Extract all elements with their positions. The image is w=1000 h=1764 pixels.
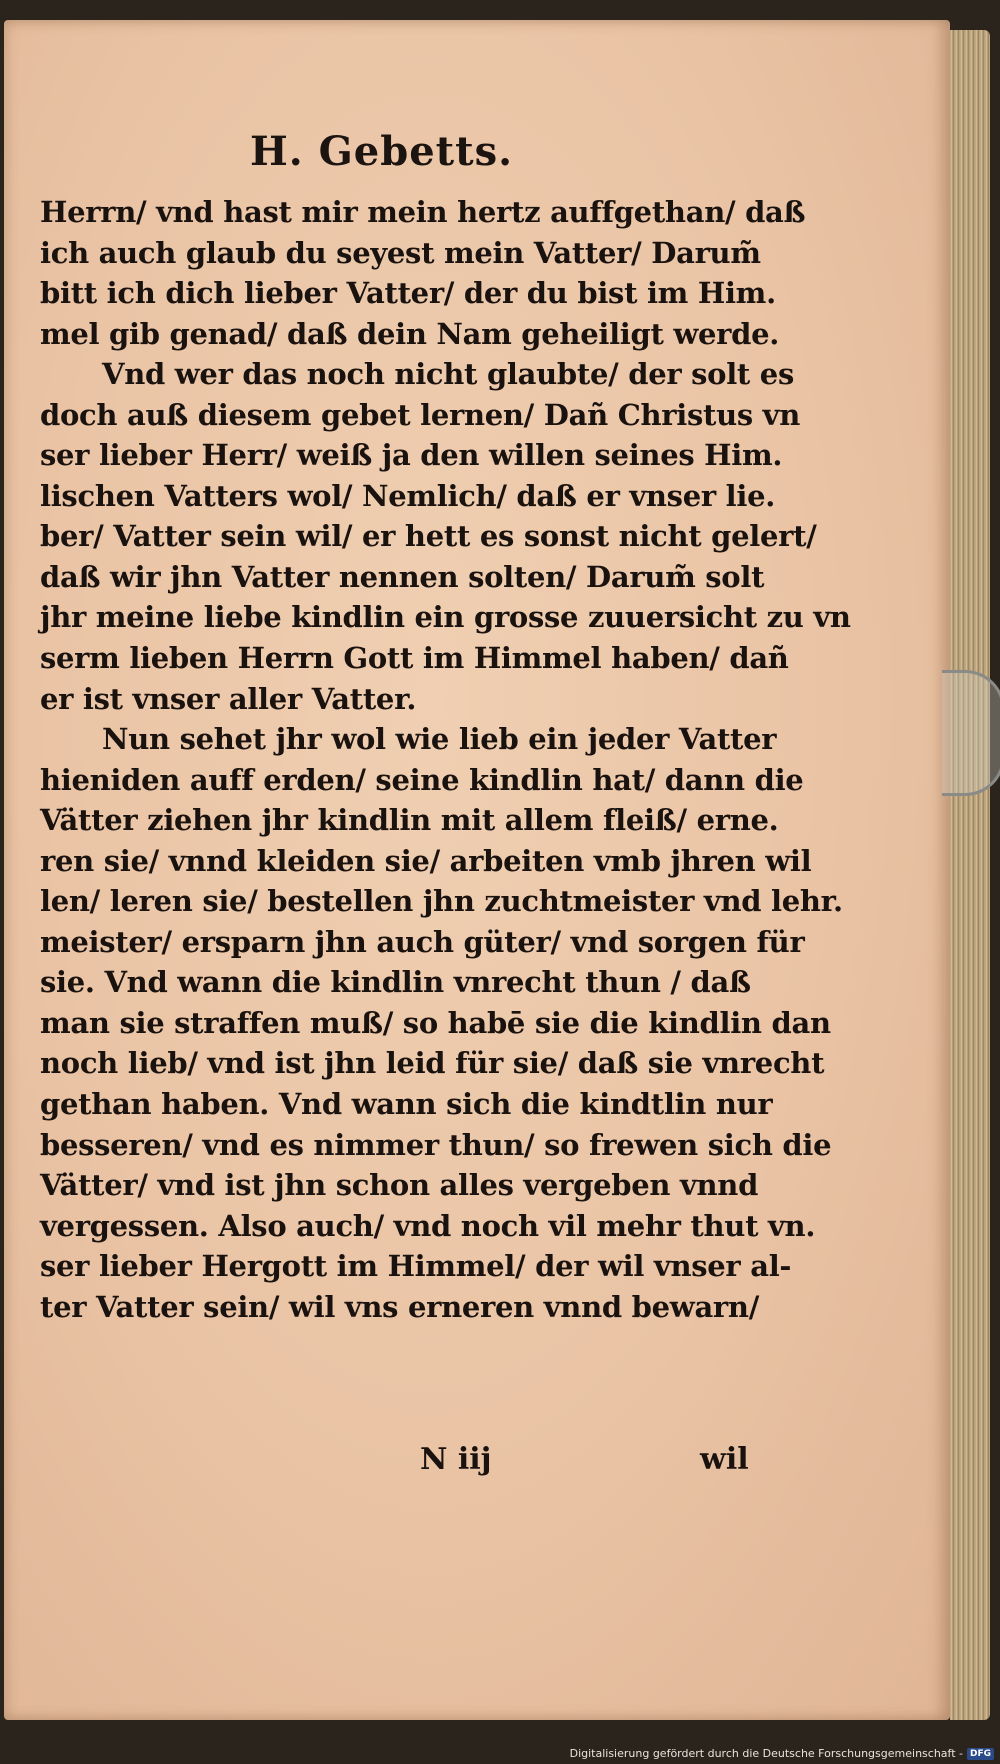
text-line: sie. Vnd wann die kindlin vnrecht thun / daß (40, 965, 751, 1000)
text-line: ber/ Vatter sein wil/ er hett es sonst nicht gelert/ (40, 519, 817, 554)
text-line: hieniden auff erden/ seine kindlin hat/ dann die (40, 762, 804, 797)
credit-text: Digitalisierung gefördert durch die Deutsche Forschungsgemeinschaft - (569, 1747, 963, 1760)
text-line: ich auch glaub du seyest mein Vatter/ Darum̃ (40, 235, 761, 270)
text-line: ren sie/ vnnd kleiden sie/ arbeiten vmb jhren wil (40, 843, 812, 878)
dfg-logo-icon: DFG (967, 1748, 994, 1760)
text-line: Nun sehet jhr wol wie lieb ein jeder Vatter (102, 722, 777, 757)
text-line: ter Vatter sein/ wil vns erneren vnnd bewarn/ (40, 1289, 759, 1324)
text-line: gethan haben. Vnd wann sich die kindtlin nur (40, 1087, 773, 1122)
text-line: len/ leren sie/ bestellen jhn zuchtmeister vnd lehr. (40, 884, 843, 919)
text-line: serm lieben Herrn Gott im Himmel haben/ dañ (40, 641, 789, 676)
text-line: ser lieber Herr/ weiß ja den willen seines Him. (40, 438, 783, 473)
text-line: doch auß diesem gebet lernen/ Dañ Christus vn (40, 397, 801, 432)
text-line: mel gib genad/ daß dein Nam geheiligt werde. (40, 316, 780, 351)
running-header: H. Gebetts. (250, 128, 514, 175)
page-clip (942, 670, 1000, 796)
text-line: er ist vnser aller Vatter. (40, 681, 417, 716)
text-line: Vätter/ vnd ist jhn schon alles vergeben vnnd (40, 1168, 759, 1203)
text-line: jhr meine liebe kindlin ein grosse zuuersicht zu vn (40, 600, 851, 635)
text-line: vergessen. Also auch/ vnd noch vil mehr thut vn. (40, 1208, 816, 1243)
signature-mark: N iij (420, 1442, 492, 1477)
page-footer (0, 1442, 1000, 1486)
text-line: lischen Vatters wol/ Nemlich/ daß er vnser lie. (40, 478, 776, 513)
text-block (40, 192, 851, 1327)
text-line: daß wir jhn Vatter nennen solten/ Darum̃ solt (40, 559, 765, 594)
digitization-credit (570, 1747, 994, 1760)
text-line: Herrn/ vnd hast mir mein hertz auffgethan/ daß (40, 195, 806, 229)
catchword: wil (700, 1442, 749, 1477)
text-line: man sie straffen muß/ so habē sie die kindlin dan (40, 1005, 831, 1040)
text-line: meister/ ersparn jhn auch güter/ vnd sorgen für (40, 924, 805, 959)
text-line: Vätter ziehen jhr kindlin mit allem fleiß/ erne. (40, 803, 779, 838)
text-line: ser lieber Hergott im Himmel/ der wil vnser al- (40, 1249, 792, 1284)
text-line: bitt ich dich lieber Vatter/ der du bist im Him. (40, 276, 776, 311)
text-line: Vnd wer das noch nicht glaubte/ der solt es (102, 357, 794, 392)
text-line: besseren/ vnd es nimmer thun/ so frewen sich die (40, 1127, 832, 1162)
text-line: noch lieb/ vnd ist jhn leid für sie/ daß sie vnrecht (40, 1046, 825, 1081)
